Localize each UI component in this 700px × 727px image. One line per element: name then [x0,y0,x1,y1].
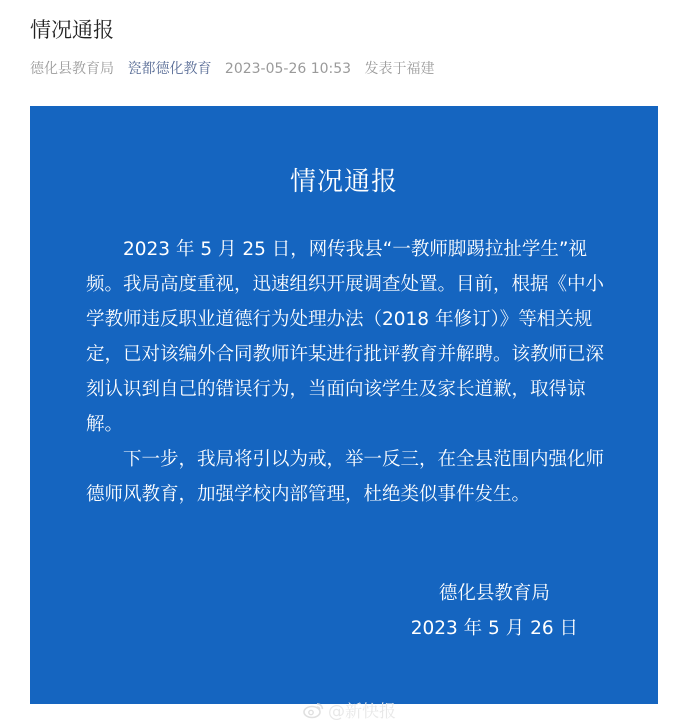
publish-location: 发表于福建 [364,61,435,77]
notice-body [86,232,606,512]
author-name: 德化县教育局 [30,61,114,77]
notice-image [30,106,658,704]
article-meta [30,58,444,78]
signature-date: 2023 年 5 月 26 日 [410,618,578,639]
article-title: 情况通报 [30,18,114,42]
publish-datetime: 2023-05-26 10:53 [224,61,352,77]
notice-paragraph: 2023 年 5 月 25 日，网传我县“一教师脚踢拉扯学生”视频。我局高度重视，迅速组织开展调查处置。目前，根据《中小学教师违反职业道德行为处理办法（2018 年修订）》等相关规定，已对该编外合同教师许某进行批评教育并解聘。该教师已深刻认识到自己的错误行为，当面向该学生及家长道歉，取得谅解。 [86,239,605,435]
notice-title: 情况通报 [289,167,398,197]
watermark [303,697,396,722]
notice-signature [411,576,578,646]
weibo-icon [303,701,325,719]
signature-org: 德化县教育局 [438,583,550,604]
notice-paragraph: 下一步，我局将引以为戒，举一反三，在全县范围内强化师德师风教育，加强学校内部管理，杜绝类似事件发生。 [86,449,605,505]
watermark-text: @新快报 [328,702,396,722]
account-link[interactable]: 瓷都德化教育 [127,61,212,77]
